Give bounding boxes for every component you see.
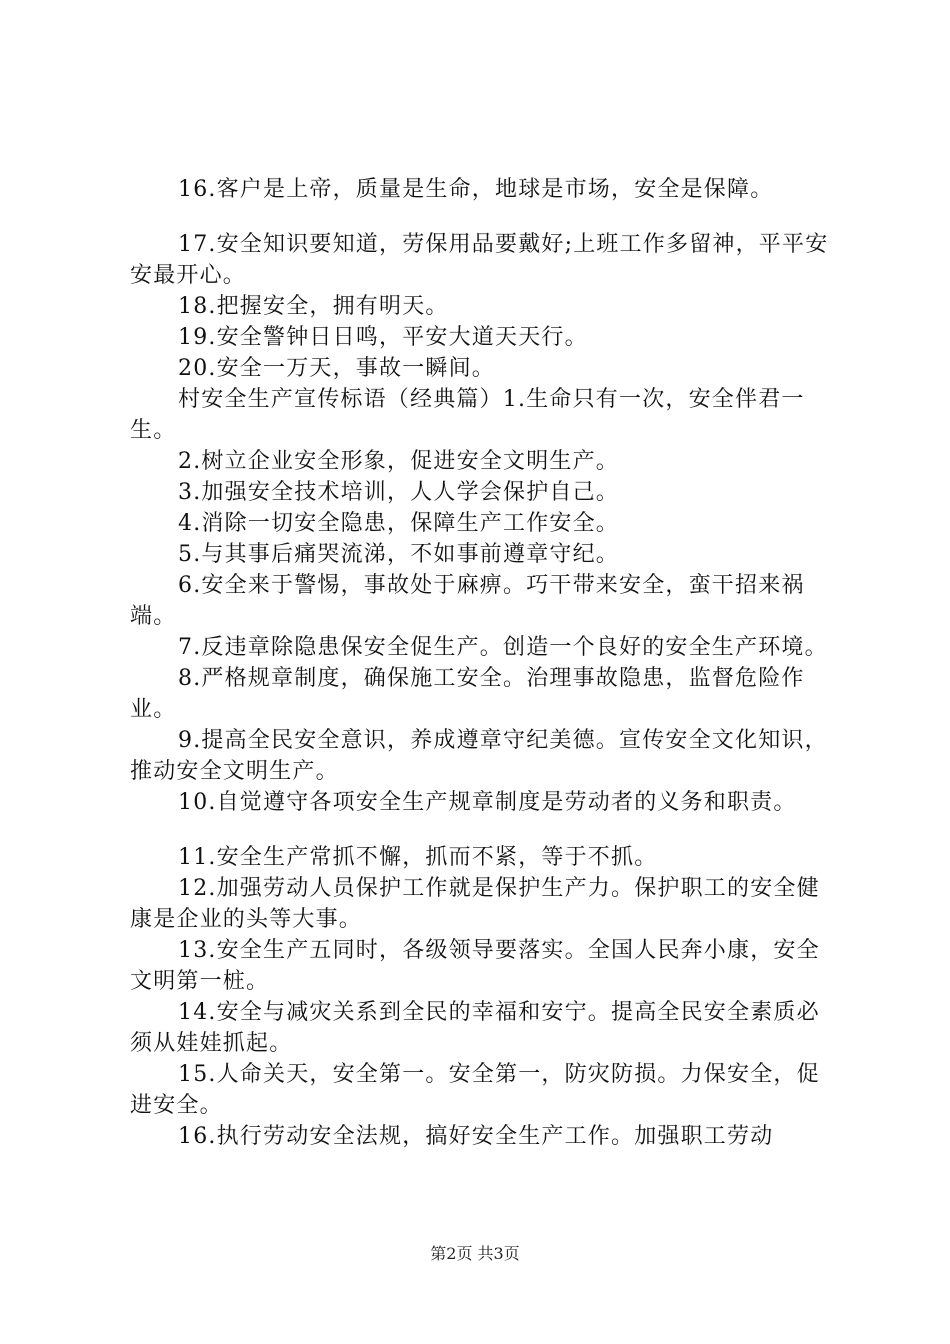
paragraph: 6.安全来于警惕，事故处于麻痹。巧干带来安全，蛮干招来祸端。 [130,573,805,629]
paragraph: 15.人命关天，安全第一。安全第一，防灾防损。力保安全，促进安全。 [130,1062,820,1118]
paragraph: 13.安全生产五同时，各级领导要落实。全国人民奔小康，安全文明第一桩。 [130,938,820,994]
paragraph: 17.安全知识要知道，劳保用品要戴好;上班工作多留神，平平安安最开心。 [130,232,829,288]
paragraph: 5.与其事后痛哭流涕，不如事前遵章守纪。 [178,542,619,567]
paragraph: 11.安全生产常抓不懈，抓而不紧，等于不抓。 [178,845,658,870]
paragraph: 3.加强安全技术培训，人人学会保护自己。 [178,480,619,505]
page-footer: 第2页 共3页 [430,1244,520,1263]
paragraph: 18.把握安全，拥有明天。 [178,294,449,319]
paragraph: 10.自觉遵守各项安全生产规章制度是劳动者的义务和职责。 [178,790,797,815]
paragraph: 9.提高全民安全意识，养成遵章守纪美德。宣传安全文化知识，推动安全文明生产。 [130,728,828,784]
paragraph: 12.加强劳动人员保护工作就是保护生产力。保护职工的安全健康是企业的头等大事。 [130,876,820,932]
paragraph: 16.执行劳动安全法规，搞好安全生产工作。加强职工劳动 [178,1124,774,1149]
paragraph: 14.安全与减灾关系到全民的幸福和安宁。提高全民安全素质必须从娃娃抓起。 [130,1000,820,1056]
paragraph: 16.客户是上帝，质量是生命，地球是市场，安全是保障。 [178,177,774,202]
paragraph: 4.消除一切安全隐患，保障生产工作安全。 [178,511,619,536]
paragraph: 村安全生产宣传标语（经典篇）1.生命只有一次，安全伴君一生。 [130,387,805,443]
paragraph: 19.安全警钟日日鸣，平安大道天天行。 [178,325,588,350]
document-body [130,174,835,1152]
paragraph: 2.树立企业安全形象，促进安全文明生产。 [178,449,619,474]
paragraph: 20.安全一万天，事故一瞬间。 [178,356,495,381]
paragraph: 8.严格规章制度，确保施工安全。治理事故隐患，监督危险作业。 [130,666,805,722]
paragraph: 7.反违章除隐患保安全促生产。创造一个良好的安全生产环境。 [178,635,828,660]
